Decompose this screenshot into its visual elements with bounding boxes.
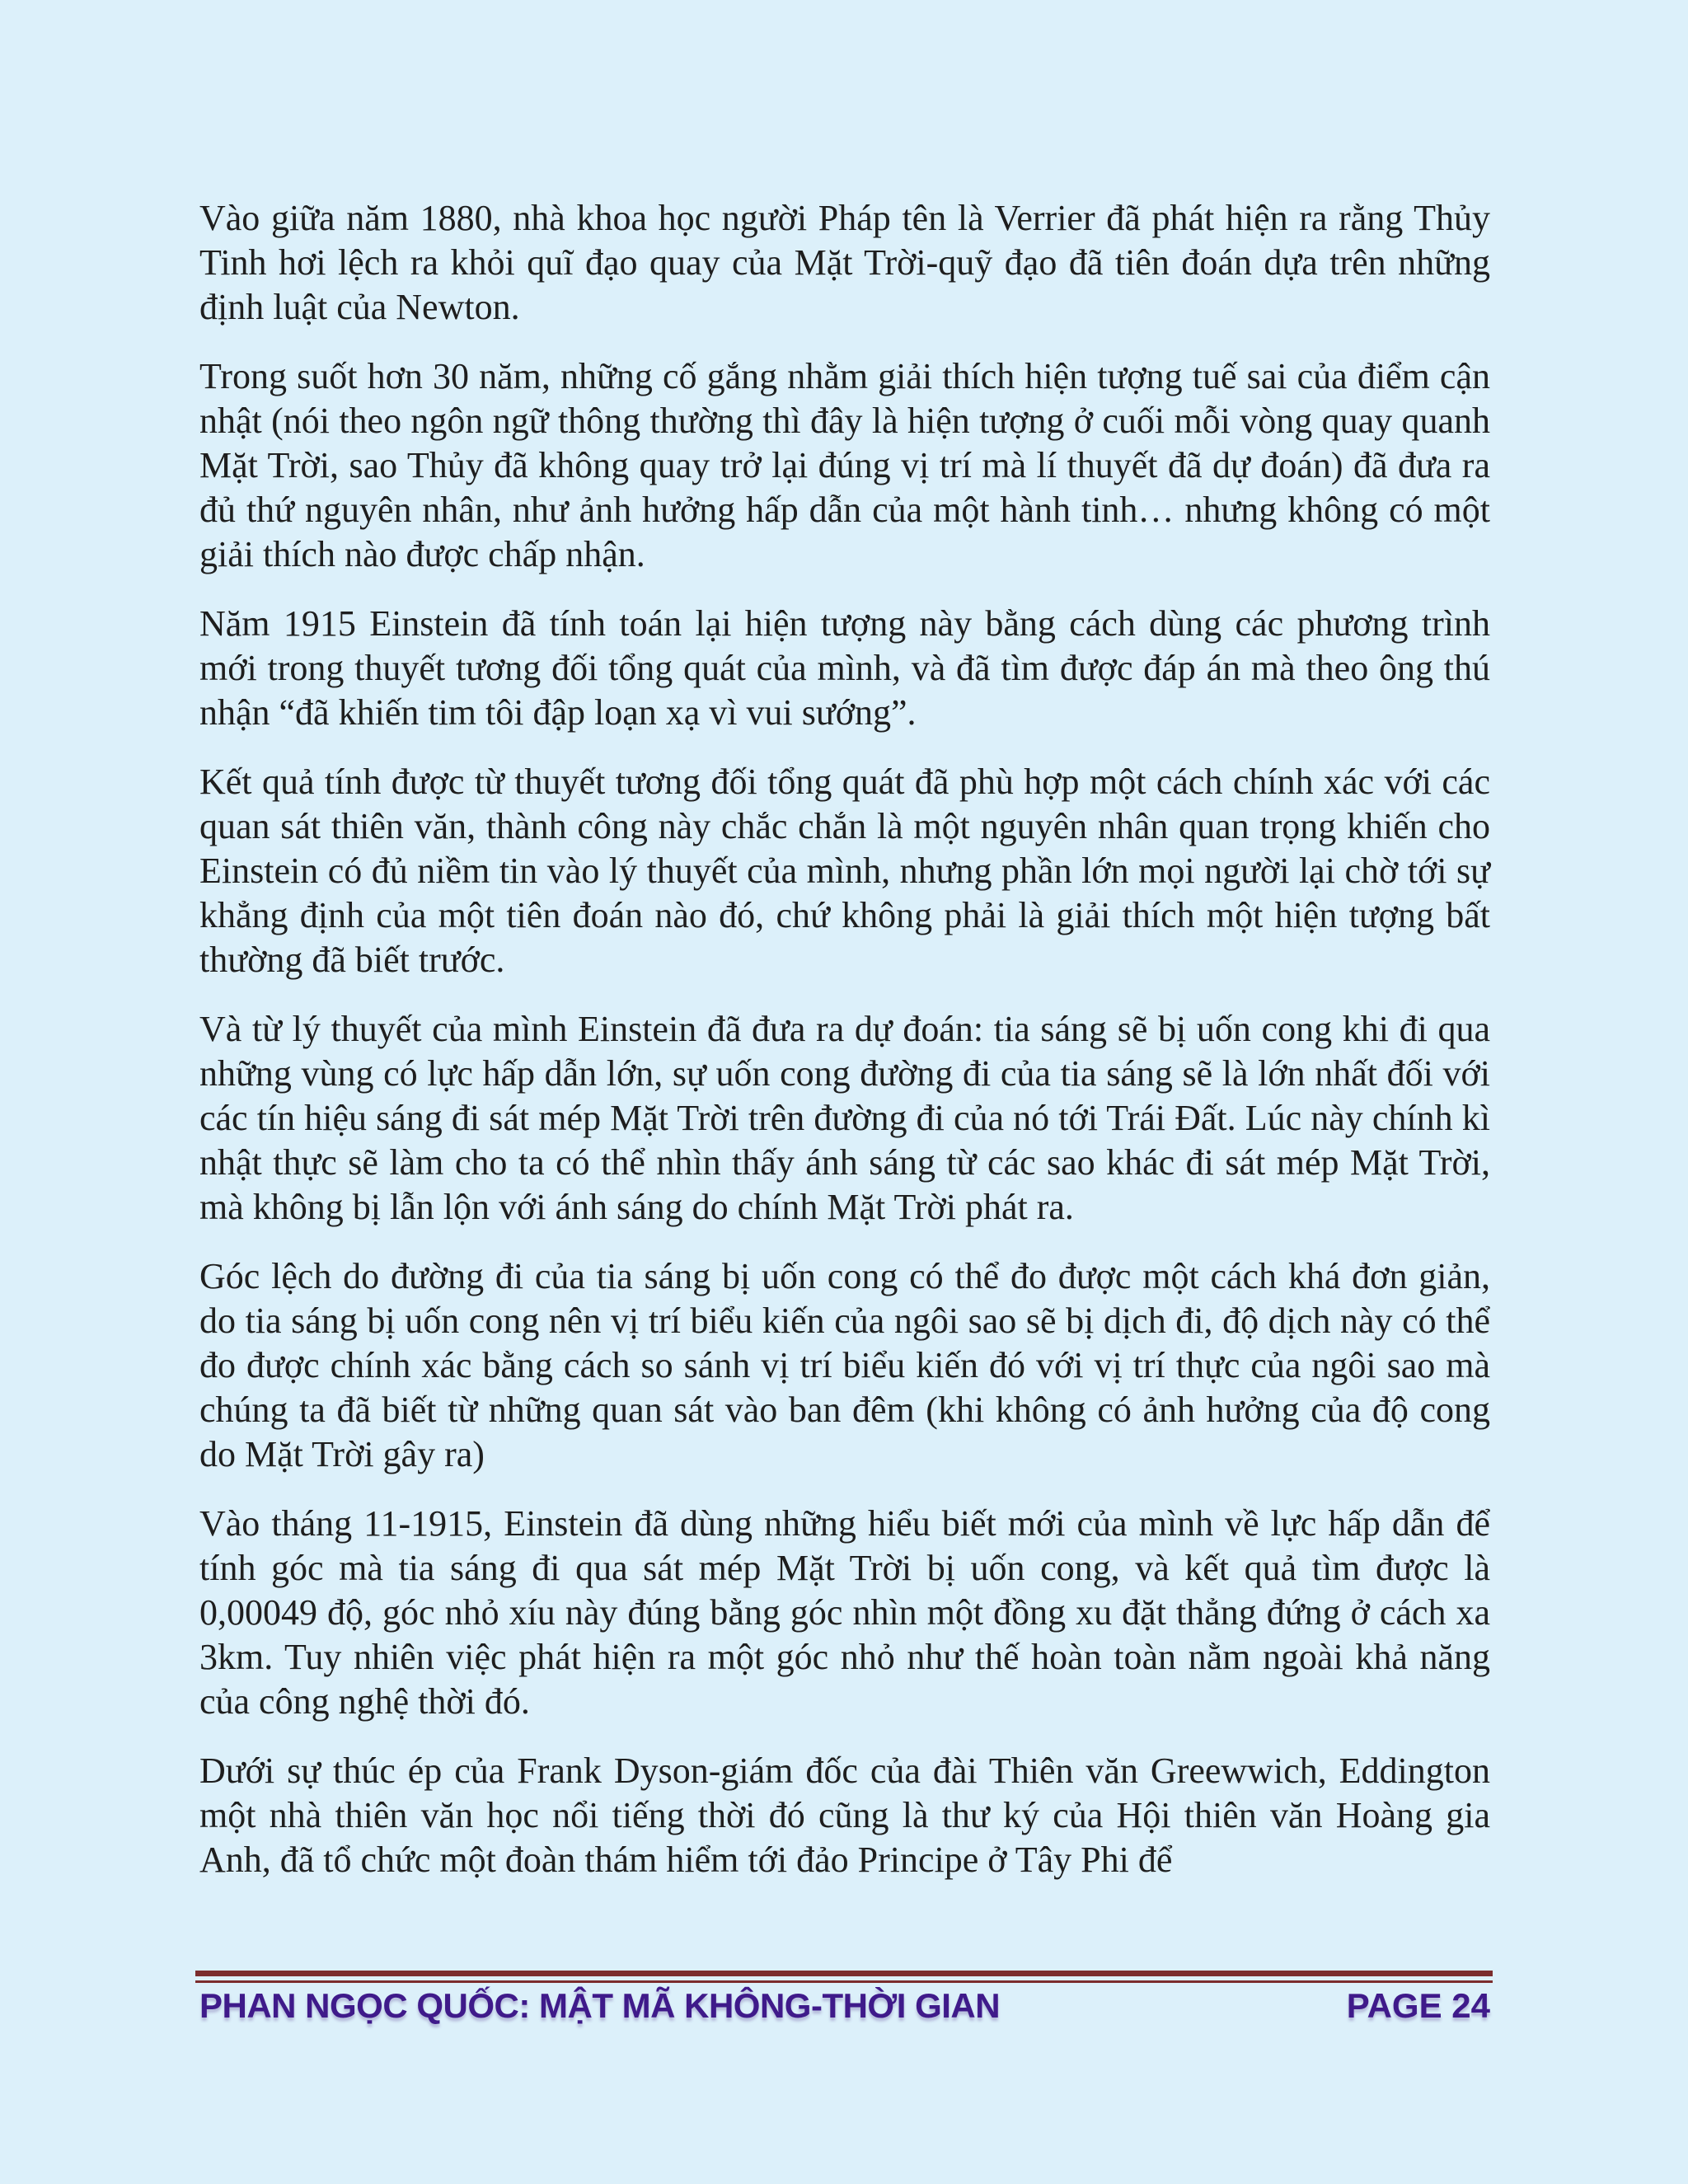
footer-divider-thin [195, 1980, 1493, 1983]
paragraph-4: Kết quả tính được từ thuyết tương đối tổng quát đã phù hợp một cách chính xác với các quan sát thiên văn, thành công này chắc chắn là một nguyên nhân quan trọng khiến cho Einstein có đủ niềm tin vào lý thuyết của mình, nhưng phần lớn mọi người lại chờ tới sự khẳng định của một tiên đoán nào đó, chứ không phải là giải thích một hiện tượng bất thường đã biết trước. [199, 762, 1490, 980]
paragraph-1: Vào giữa năm 1880, nhà khoa học người Pháp tên là Verrier đã phát hiện ra rằng Thủy Tinh hơi lệch ra khỏi quĩ đạo quay của Mặt Trời-quỹ đạo đã tiên đoán dựa trên những định luật của Newton. [199, 198, 1490, 327]
paragraph-8: Dưới sự thúc ép của Frank Dyson-giám đốc của đài Thiên văn Greewwich, Eddington một nhà thiên văn học nổi tiếng thời đó cũng là thư ký của Hội thiên văn Hoàng gia Anh, đã tổ chức một đoàn thám hiểm tới đảo Principe ở Tây Phi để [199, 1750, 1490, 1880]
paragraph-5: Và từ lý thuyết của mình Einstein đã đưa ra dự đoán: tia sáng sẽ bị uốn cong khi đi qua những vùng có lực hấp dẫn lớn, sự uốn cong đường đi của tia sáng sẽ là lớn nhất đối với các tín hiệu sáng đi sát mép Mặt Trời trên đường đi của nó tới Trái Đất. Lúc này chính kì nhật thực sẽ làm cho ta có thể nhìn thấy ánh sáng từ các sao khác đi sát mép Mặt Trời, mà không bị lẫn lộn với ánh sáng do chính Mặt Trời phát ra. [199, 1009, 1490, 1227]
paragraph-2: Trong suốt hơn 30 năm, những cố gắng nhằm giải thích hiện tượng tuế sai của điểm cận nhật (nói theo ngôn ngữ thông thường thì đây là hiện tượng ở cuối mỗi vòng quay quanh Mặt Trời, sao Thủy đã không quay trở lại đúng vị trí mà lí thuyết đã dự đoán) đã đưa ra đủ thứ nguyên nhân, như ảnh hưởng hấp dẫn của một hành tinh… nhưng không có một giải thích nào được chấp nhận. [199, 356, 1490, 574]
page-footer [199, 1986, 1490, 2044]
footer-divider-thick [195, 1971, 1493, 1976]
paragraph-7: Vào tháng 11-1915, Einstein đã dùng những hiểu biết mới của mình về lực hấp dẫn để tính góc mà tia sáng đi qua sát mép Mặt Trời bị uốn cong, và kết quả tìm được là 0,00049 độ, góc nhỏ xíu này đúng bằng góc nhìn một đồng xu đặt thẳng đứng ở cách xa 3km. Tuy nhiên việc phát hiện ra một góc nhỏ như thế hoàn toàn nằm ngoài khả năng của công nghệ thời đó. [199, 1503, 1490, 1722]
paragraph-6: Góc lệch do đường đi của tia sáng bị uốn cong có thể đo được một cách khá đơn giản, do tia sáng bị uốn cong nên vị trí biểu kiến của ngôi sao sẽ bị dịch đi, độ dịch này có thể đo được chính xác bằng cách so sánh vị trí biểu kiến đó với vị trí thực của ngôi sao mà chúng ta đã biết từ những quan sát vào ban đêm (khi không có ảnh hưởng của độ cong do Mặt Trời gây ra) [199, 1256, 1490, 1474]
footer-page-number: PAGE 24 [1346, 1986, 1490, 2025]
body-text [199, 196, 1490, 1907]
footer-book-title: PHAN NGỌC QUỐC: MẬT MÃ KHÔNG-THỜI GIAN [199, 1986, 1001, 2025]
paragraph-3: Năm 1915 Einstein đã tính toán lại hiện tượng này bằng cách dùng các phương trình mới trong thuyết tương đối tổng quát của mình, và đã tìm được đáp án mà theo ông thú nhận “đã khiến tim tôi đập loạn xạ vì vui sướng”. [199, 603, 1490, 733]
